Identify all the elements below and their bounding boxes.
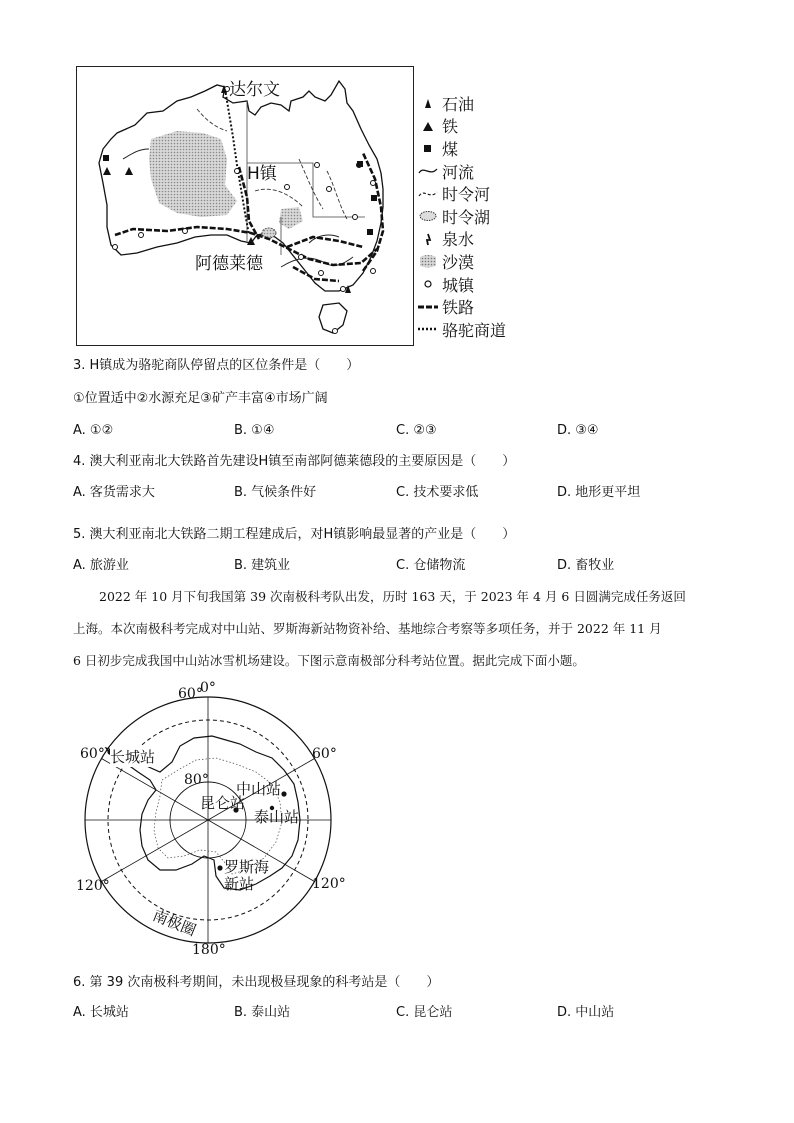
label-lat-80: 80° [184,772,209,788]
legend-label: 沙漠 [442,252,475,272]
legend-item [418,205,548,228]
town-marker [299,255,304,260]
town-marker [353,215,358,220]
legend-item [418,182,548,205]
legend-item [418,115,548,138]
passage-line-2: 上海。本次南极科考完成对中山站、罗斯海新站物资补给、基地综合考察等多项任务，并于 2022 年 11 月 [73,621,662,636]
darwin-label: 达尔文 [229,80,280,100]
railway-inland-east [287,237,363,247]
town-marker [113,245,118,250]
q3-stem: 3. H镇成为骆驼商队停留点的区位条件是（ ） [73,358,360,373]
q5-option-d[interactable]: D. 畜牧业 [557,558,615,573]
antarctic-circle-label: 南极圈 [150,906,199,940]
adelaide-label: 阿德莱德 [195,249,263,274]
australia-map-drawing [77,67,415,347]
q5-option-b[interactable]: B. 建筑业 [234,558,291,573]
rosssea-label-line2: 新站 [224,875,255,893]
q3-option-a[interactable]: A. ①② [73,423,114,438]
label-right-120: 120° [312,876,346,892]
town-marker [319,271,324,276]
q4-option-c[interactable]: C. 技术要求低 [396,485,479,500]
legend-label: 河流 [442,162,475,182]
antarctica-map-drawing [76,680,356,965]
seasonal-river [197,109,227,131]
great-wall-station-label: 长城站 [110,748,156,766]
legend-item [418,160,548,183]
town-marker [371,269,376,274]
legend-label: 时令河 [442,185,491,205]
town-marker [327,187,332,192]
legend-item [418,250,548,273]
q6-option-a[interactable]: A. 长城站 [73,1005,129,1020]
rosssea-station-dot [217,865,222,870]
legend-item [418,228,548,251]
antarctica-map [76,680,356,965]
legend-item [418,318,548,341]
oil-icon [418,93,442,113]
legend-label: 泉水 [442,230,475,250]
q6-option-c[interactable]: C. 昆仑站 [396,1005,453,1020]
label-left-120: 120° [76,878,110,894]
town-icon [418,274,442,294]
q4-option-b[interactable]: B. 气候条件好 [234,485,317,500]
legend-label: 时令湖 [442,207,491,227]
label-bottom-180: 180° [192,942,226,958]
town-marker [371,181,376,186]
seasonal-river [255,189,303,207]
zhongshan-station-dot [281,791,286,796]
town-marker [139,233,144,238]
town-marker [285,185,290,190]
iron-icon [418,116,442,136]
seasonal-lake-icon [418,206,442,226]
coal-icon [418,138,442,158]
river-icon [418,161,442,181]
railway-icon [418,297,442,317]
taishan-station-label: 泰山站 [254,808,300,826]
legend-label: 铁 [442,117,459,137]
coal-marker [367,229,373,235]
label-left-60: 60° [80,746,105,762]
legend-item [418,295,548,318]
desert-area [149,131,237,217]
camel-route [225,89,249,235]
town-marker [333,329,338,334]
town-marker [183,229,188,234]
spring-icon [418,229,442,249]
iron-marker [103,167,111,175]
towns [113,87,376,334]
q3-option-d[interactable]: D. ③④ [557,423,599,438]
q4-option-d[interactable]: D. 地形更平坦 [557,485,641,500]
q3-option-b[interactable]: B. ①④ [234,423,275,438]
australia-map [76,66,414,346]
legend-label: 煤 [442,139,459,159]
zhongshan-station-label: 中山站 [236,780,282,798]
railway-inland-south [293,267,339,281]
q6-option-b[interactable]: B. 泰山站 [234,1005,291,1020]
passage-line-1: 2022 年 10 月下旬我国第 39 次南极科考队出发，历时 163 天，于 2023 年 4 月 6 日圆满完成任务返回 [99,589,686,604]
coal-marker [103,155,109,161]
q6-stem: 6. 第 39 次南极科考期间，未出现极昼现象的科考站是（ ） [73,975,440,990]
legend-label: 铁路 [442,298,475,318]
q3-option-c[interactable]: C. ②③ [396,423,437,438]
label-top-60: 60° [178,686,203,702]
kunlun-station-label: 昆仑站 [200,794,246,812]
map-legend [418,92,548,341]
rosssea-label-line1: 罗斯海 [224,858,270,876]
legend-label: 城镇 [442,275,475,295]
q4-option-a[interactable]: A. 客货需求大 [73,485,155,500]
town-marker [341,287,346,292]
desert-icon [418,251,442,271]
label-right-60: 60° [312,746,337,762]
label-top-0: 0° [200,680,216,696]
q5-option-c[interactable]: C. 仓储物流 [396,558,466,573]
legend-item [418,273,548,296]
q6-option-d[interactable]: D. 中山站 [557,1005,615,1020]
q4-stem: 4. 澳大利亚南北大铁路首先建设H镇至南部阿德莱德段的主要原因是（ ） [73,454,516,469]
passage-line-3: 6 日初步完成我国中山站冰雪机场建设。下图示意南极部分科考站位置。据此完成下面小题。 [73,653,585,668]
legend-label: 石油 [442,94,475,114]
seasonal-river-icon [418,184,442,204]
tasmania [319,303,347,333]
h-town-label: H镇 [247,164,277,184]
coal-marker [357,161,363,167]
river [123,149,149,159]
desert-area-small [279,207,303,229]
q5-option-a[interactable]: A. 旅游业 [73,558,129,573]
q3-items: ①位置适中②水源充足③矿产丰富④市场广阔 [73,391,328,406]
legend-item [418,92,548,115]
town-marker [235,169,240,174]
seasonal-river [327,171,347,219]
camel-route-icon [418,319,442,339]
coal-marker [371,195,377,201]
q5-stem: 5. 澳大利亚南北大铁路二期工程建成后，对H镇影响最显著的产业是（ ） [73,527,516,542]
seasonal-lake [262,228,276,238]
legend-label: 骆驼商道 [442,320,507,340]
iron-marker [125,167,133,175]
legend-item [418,137,548,160]
town-marker [315,163,320,168]
